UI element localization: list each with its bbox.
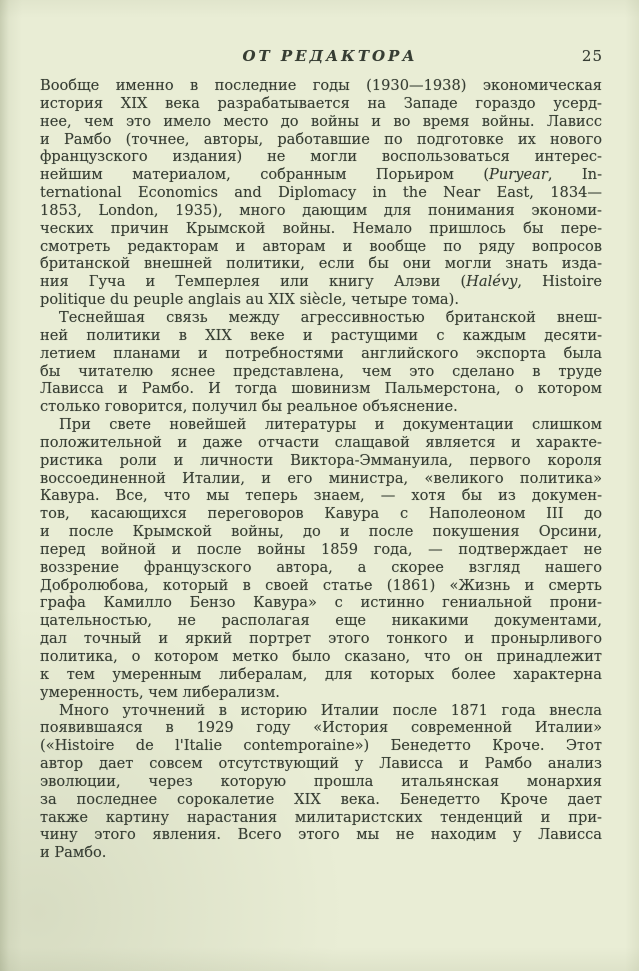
text-line: положительной и даже отчасти слащавой является и характе- xyxy=(40,433,602,451)
text-line: нейшим материалом, собранным Порьиром (Puryear, In- xyxy=(40,166,603,184)
text-line: бы читателю яснее представлена, чем это сделано в труде xyxy=(40,362,602,380)
text-line: Добролюбова, который в своей статье (1861) «Жизнь и смерть xyxy=(40,576,602,594)
text-line: летием планами и потребностями английского экспорта была xyxy=(40,344,602,362)
text-line: британской внешней политики, если бы они могли знать изда- xyxy=(40,255,602,273)
text-line: перед войной и после войны 1859 года, — подтверждает не xyxy=(40,540,602,558)
text-line: воссоединенной Италии, и его министра, «великого политика» xyxy=(40,469,602,487)
text-line: ternational Economics and Diplomacy in the Near East, 1834— xyxy=(40,184,602,202)
text-line: Много уточнений в историю Италии после 1871 года внесла xyxy=(59,701,602,719)
text-line: и после Крымской войны, до и после покушения Орсини, xyxy=(40,523,602,541)
text-line: («Histoire de l'Italie contemporaine») Бенедетто Кроче. Этот xyxy=(40,737,602,755)
text-line: ческих причин Крымской войны. Немало пришлось бы пере- xyxy=(40,219,602,237)
text-line: нее, чем это имело место до войны и во время войны. Лависс xyxy=(40,112,602,130)
text-line: Вообще именно в последние годы (1930—1938) экономическая xyxy=(40,77,602,94)
text-line: чину этого явления. Всего этого мы не находим у Лависса xyxy=(40,826,602,844)
text-line: история XIX века разрабатывается на Западе гораздо усерд- xyxy=(40,94,602,112)
text-line: автор дает совсем отсутствующий у Лависса и Рамбо анализ xyxy=(40,755,602,773)
text-line: Теснейшая связь между агрессивностью британской внеш- xyxy=(59,308,602,326)
text-line: Кавура. Все, что мы теперь знаем, — хотя бы из докумен- xyxy=(40,487,602,505)
text-line: появившаяся в 1929 году «История современной Италии» xyxy=(40,719,602,737)
text-block xyxy=(40,77,602,862)
running-head: ОТ РЕДАКТОРА xyxy=(242,47,418,65)
text-line: смотреть редакторам и авторам и вообще по ряду вопросов xyxy=(40,237,602,255)
text-line: к тем умеренным либералам, для которых более характерна xyxy=(40,665,602,683)
text-line: тов, касающихся переговоров Кавура с Наполеоном III до xyxy=(40,505,602,523)
text-line: 1853, London, 1935), много дающим для понимания экономи- xyxy=(40,201,602,219)
text-line: дал точный и яркий портрет этого тонкого и пронырливого xyxy=(40,630,602,648)
text-line: ристика роли и личности Виктора-Эммануила, первого короля xyxy=(40,451,602,469)
text-line: и Рамбо (точнее, авторы, работавшие по подготовке их нового xyxy=(40,130,602,148)
text-line: ней политики в XIX веке и растущими с каждым десяти- xyxy=(40,326,602,344)
text-line: графа Камилло Бензо Кавура» с истинно гениальной прони- xyxy=(40,594,602,612)
text-line: также картину нарастания милитаристских тенденций и при- xyxy=(40,808,602,826)
text-line: политика, о котором метко было сказано, что он принадлежит xyxy=(40,648,602,665)
text-line: за последнее сорокалетие XIX века. Бенедетто Кроче дает xyxy=(40,790,602,808)
text-line: французского издания) не могли воспользоваться интерес- xyxy=(40,148,602,166)
text-line: эволюции, через которую прошла итальянская монархия xyxy=(40,772,602,790)
text-line: ния Гуча и Темперлея или книгу Алэви (Halévy, Histoire xyxy=(40,273,602,291)
text-line: столько говорится, получил бы реальное объяснение. xyxy=(40,398,458,416)
text-line: Лависса и Рамбо. И тогда шовинизм Пальмерстона, о котором xyxy=(40,380,602,398)
text-line: и Рамбо. xyxy=(40,844,107,862)
text-line: умеренность, чем либерализм. xyxy=(40,683,280,701)
text-line: воззрение французского автора, а скорее взгляд нашего xyxy=(40,558,602,576)
text-line: При свете новейшей литературы и документации слишком xyxy=(59,416,602,434)
text-line: politique du peuple anglais au XIX siècle, четыре тома). xyxy=(40,291,459,309)
text-line: цательностью, не располагая еще никакими документами, xyxy=(40,612,602,630)
page-number: 25 xyxy=(581,47,603,65)
